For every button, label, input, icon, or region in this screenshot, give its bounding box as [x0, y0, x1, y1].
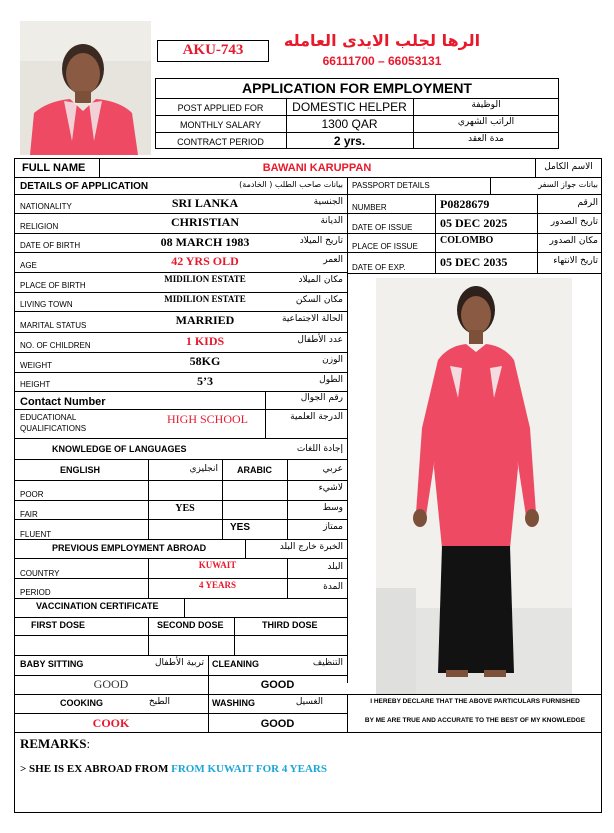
date-of-birth-value: 08 MARCH 1983: [160, 235, 250, 249]
issue-date-value: 05 DEC 2025: [440, 216, 508, 230]
passport-number-ar: الرقم: [577, 198, 598, 208]
marital-status-value: MARRIED: [175, 313, 235, 327]
full-name-ar: الاسم الكامل: [544, 162, 593, 172]
remarks-highlight: FROM KUWAIT FOR 4 YEARS: [171, 763, 327, 775]
third-dose-label: THIRD DOSE: [262, 620, 318, 630]
nationality-value: SRI LANKA: [171, 196, 239, 210]
religion-value: CHRISTIAN: [170, 215, 239, 229]
languages-ar: إجادة اللغات: [296, 444, 343, 454]
salary-value: 1300 QAR: [321, 117, 378, 131]
full-body-photo: [376, 278, 572, 695]
passport-label: PASSPORT DETAILS: [352, 181, 430, 190]
education-ar: الدرجة العلمية: [290, 412, 343, 422]
place-of-birth-ar: مكان الميلاد: [298, 275, 343, 285]
marital-status-ar: الحالة الاجتماعية: [282, 314, 343, 324]
height-ar: الطول: [319, 375, 343, 385]
arabic-fluent-mark: YES: [229, 522, 250, 533]
living-town-ar: مكان السكن: [295, 295, 343, 305]
nationality-label: NATIONALITY: [20, 202, 72, 211]
baby-sitting-value: GOOD: [93, 677, 129, 691]
full-body-illustration: [376, 278, 572, 695]
english-label: ENGLISH: [60, 465, 101, 475]
age-value: 42 YRS OLD: [171, 254, 239, 268]
country-value: KUWAIT: [198, 560, 237, 570]
period-value: 4 YEARS: [199, 580, 236, 590]
contract-ar: مدة العقد: [468, 134, 504, 144]
issue-place-ar: مكان الصدور: [549, 236, 598, 246]
portrait-illustration: [20, 21, 151, 155]
date-of-birth-ar: تاريخ الميلاد: [299, 236, 343, 246]
english-fair-mark: YES: [175, 503, 195, 514]
cooking-ar: الطبخ: [148, 697, 170, 707]
fair-label: FAIR: [20, 510, 38, 519]
second-dose-label: SECOND DOSE: [157, 620, 224, 630]
age-label: AGE: [20, 261, 37, 270]
details-ar: بيانات صاحب الطلب ( الخادمة): [239, 180, 343, 189]
date-of-birth-label: DATE OF BIRTH: [20, 241, 81, 250]
washing-label: WASHING: [212, 698, 256, 708]
remarks-colon: :: [86, 736, 91, 751]
country-ar: البلد: [327, 562, 343, 572]
passport-number-value: P0828679: [440, 197, 490, 211]
languages-label: KNOWLEDGE OF LANGUAGES: [52, 444, 187, 454]
religion-ar: الديانة: [320, 216, 343, 226]
agency-phones: 66111700 – 66053131: [322, 54, 442, 68]
age-ar: العمر: [323, 255, 343, 265]
weight-label: WEIGHT: [20, 361, 52, 370]
full-name-label: FULL NAME: [22, 162, 86, 174]
period-ar: المدة: [323, 582, 343, 592]
post-value: DOMESTIC HELPER: [292, 100, 407, 114]
weight-ar: الوزن: [322, 355, 343, 365]
reference-code: AKU-743: [182, 42, 244, 58]
nationality-ar: الجنسية: [313, 197, 343, 207]
declaration-line2: BY ME ARE TRUE AND ACCURATE TO THE BEST OF MY KNOWLEDGE: [364, 717, 586, 724]
contact-ar: رقم الجوال: [300, 393, 343, 403]
no-of-children-ar: عدد الأطفال: [297, 335, 343, 345]
issue-place-value: COLOMBO: [440, 235, 494, 246]
arabic-ar: عربي: [322, 464, 343, 474]
salary-ar: الراتب الشهري: [457, 117, 515, 127]
country-label: COUNTRY: [20, 569, 60, 578]
cleaning-ar: التنظيف: [312, 658, 343, 668]
poor-label: POOR: [20, 490, 44, 499]
washing-value: GOOD: [260, 718, 295, 730]
no-of-children-value: 1 KIDS: [185, 334, 225, 348]
prev-employment-label: PREVIOUS EMPLOYMENT ABROAD: [52, 543, 207, 553]
first-dose-label: FIRST DOSE: [31, 620, 86, 630]
place-of-birth-value: MIDILION ESTATE: [164, 274, 246, 284]
remarks-label: REMARKS: [20, 736, 87, 751]
cleaning-value: GOOD: [260, 679, 295, 691]
salary-label: MONTHLY SALARY: [179, 120, 262, 130]
remarks-text: [20, 763, 327, 775]
remarks-main: > SHE IS EX ABROAD FROM: [20, 763, 169, 775]
issue-date-ar: تاريخ الصدور: [550, 217, 598, 227]
issue-date-label: DATE OF ISSUE: [352, 223, 413, 232]
period-label: PERIOD: [20, 588, 51, 597]
height-label: HEIGHT: [20, 380, 51, 389]
details-label: DETAILS OF APPLICATION: [20, 181, 149, 192]
passport-ar: بيانات جواز السفر: [538, 180, 598, 189]
post-label: POST APPLIED FOR: [177, 103, 264, 113]
no-of-children-label: NO. OF CHILDREN: [20, 341, 91, 350]
contact-label: Contact Number: [20, 396, 106, 408]
religion-label: RELIGION: [20, 222, 59, 231]
full-name-value: BAWANI KARUPPAN: [262, 162, 372, 174]
cooking-label: COOKING: [60, 698, 104, 708]
post-ar: الوظيفة: [471, 100, 501, 110]
expiry-label: DATE OF EXP.: [352, 263, 406, 272]
education-value: HIGH SCHOOL: [167, 412, 248, 426]
fluent-label: FLUENT: [20, 530, 52, 539]
declaration-line1: I HEREBY DECLARE THAT THE ABOVE PARTICULARS FURNISHED: [370, 698, 580, 705]
height-value: 5’3: [197, 374, 213, 388]
cleaning-label: CLEANING: [212, 659, 259, 669]
arabic-label: ARABIC: [237, 465, 272, 475]
issue-place-label: PLACE OF ISSUE: [352, 242, 418, 251]
fluent-ar: ممتاز: [323, 522, 343, 532]
contract-value: 2 yrs.: [333, 134, 366, 148]
remarks-heading: [20, 736, 90, 752]
education-label: EDUCATIONAL QUALIFICATIONS: [20, 413, 87, 433]
living-town-label: LIVING TOWN: [20, 300, 73, 309]
baby-sitting-label: BABY SITTING: [20, 659, 84, 669]
portrait-photo: [20, 21, 151, 155]
agency-name: الرها لجلب الايدى العامله: [283, 31, 481, 50]
expiry-ar: تاريخ الانتهاء: [553, 256, 598, 266]
expiry-value: 05 DEC 2035: [440, 255, 508, 269]
weight-value: 58KG: [189, 354, 221, 368]
english-ar: انجليزي: [189, 464, 218, 474]
form-title: APPLICATION FOR EMPLOYMENT: [242, 80, 472, 96]
poor-ar: لاشيء: [318, 483, 343, 493]
cooking-value: COOK: [92, 716, 130, 730]
baby-sitting-ar: تربية الأطفال: [154, 658, 204, 668]
vaccination-label: VACCINATION CERTIFICATE: [36, 601, 159, 611]
place-of-birth-label: PLACE OF BIRTH: [20, 281, 86, 290]
fair-ar: وسط: [322, 503, 343, 513]
living-town-value: MIDILION ESTATE: [164, 294, 246, 304]
contract-label: CONTRACT PERIOD: [177, 137, 264, 147]
passport-number-label: NUMBER: [352, 203, 387, 212]
marital-status-label: MARITAL STATUS: [20, 321, 87, 330]
prev-employment-ar: الخبرة خارج البلد: [279, 542, 343, 552]
washing-ar: الغسيل: [295, 697, 323, 707]
